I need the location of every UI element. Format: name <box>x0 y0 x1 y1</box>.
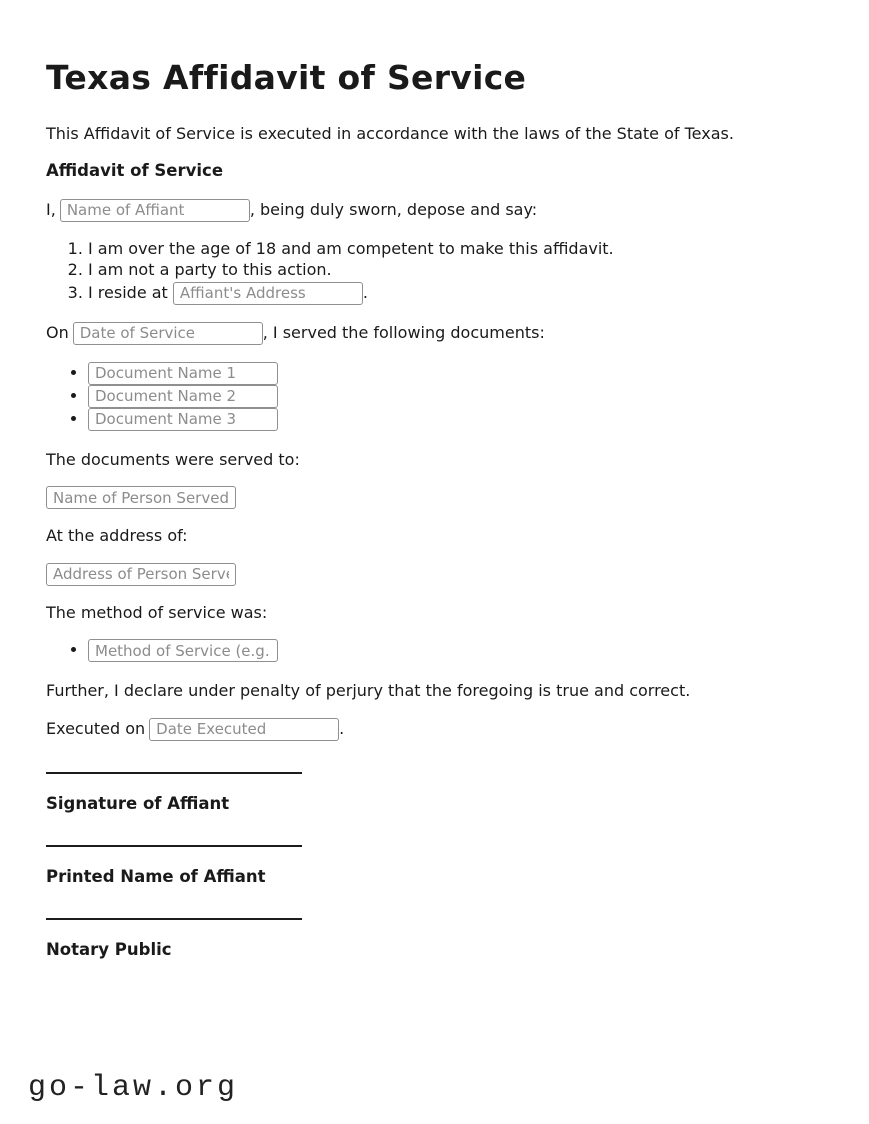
signature-block-affiant-signature <box>46 772 823 814</box>
signature-line <box>46 772 302 774</box>
method-item <box>88 639 823 662</box>
statement-item-party: 2. I am not a party to this action. <box>88 260 823 280</box>
service-date-prefix: On <box>46 322 69 342</box>
printed-name-label: Printed Name of Affiant <box>46 867 266 887</box>
method-list <box>46 639 823 662</box>
executed-prefix: Executed on <box>46 718 146 738</box>
document-item <box>88 362 823 385</box>
affiant-name-input[interactable] <box>60 199 250 222</box>
person-served-name-input[interactable] <box>46 486 236 509</box>
service-method-label: The method of service was: <box>46 602 268 622</box>
document-name-2-input[interactable] <box>88 385 278 408</box>
affiant-address-input[interactable] <box>173 282 363 305</box>
document-item <box>88 385 823 408</box>
executed-on-line <box>46 718 823 741</box>
executed-suffix: . <box>339 718 345 738</box>
residence-suffix: . <box>362 282 369 302</box>
signature-block-notary <box>46 918 823 960</box>
signature-label: Signature of Affiant <box>46 793 230 813</box>
documents-list <box>46 362 823 431</box>
sworn-prefix: I, <box>46 199 56 219</box>
signature-line <box>46 845 302 847</box>
statements-list <box>46 239 823 305</box>
statement-item-residence <box>88 282 823 305</box>
service-date-input[interactable] <box>73 322 263 345</box>
sworn-statement-line <box>46 199 823 222</box>
perjury-declaration: Further, I declare under penalty of perjury that the foregoing is true and correct. <box>46 681 691 701</box>
document-name-1-input[interactable] <box>88 362 278 385</box>
sworn-suffix: , being duly sworn, depose and say: <box>249 199 538 219</box>
service-date-line <box>46 322 823 345</box>
document-item <box>88 408 823 431</box>
notary-label: Notary Public <box>46 940 172 960</box>
section-heading: Affidavit of Service <box>46 160 224 180</box>
date-executed-input[interactable] <box>149 718 339 741</box>
service-address-label: At the address of: <box>46 526 188 546</box>
footer-site-brand: go-law.org <box>28 1071 239 1106</box>
service-method-input[interactable] <box>88 639 278 662</box>
service-address-row <box>46 563 823 586</box>
residence-prefix: I reside at <box>88 282 168 302</box>
statement-item-age: 1. I am over the age of 18 and am competent to make this affidavit. <box>88 239 823 259</box>
signature-block-printed-name <box>46 845 823 887</box>
service-date-suffix: , I served the following documents: <box>262 322 545 342</box>
signature-line <box>46 918 302 920</box>
served-to-row <box>46 486 823 509</box>
served-to-label: The documents were served to: <box>46 449 300 469</box>
document-name-3-input[interactable] <box>88 408 278 431</box>
person-served-address-input[interactable] <box>46 563 236 586</box>
page-title: Texas Affidavit of Service <box>46 58 527 97</box>
intro-text: This Affidavit of Service is executed in accordance with the laws of the State of Texas. <box>46 124 734 144</box>
